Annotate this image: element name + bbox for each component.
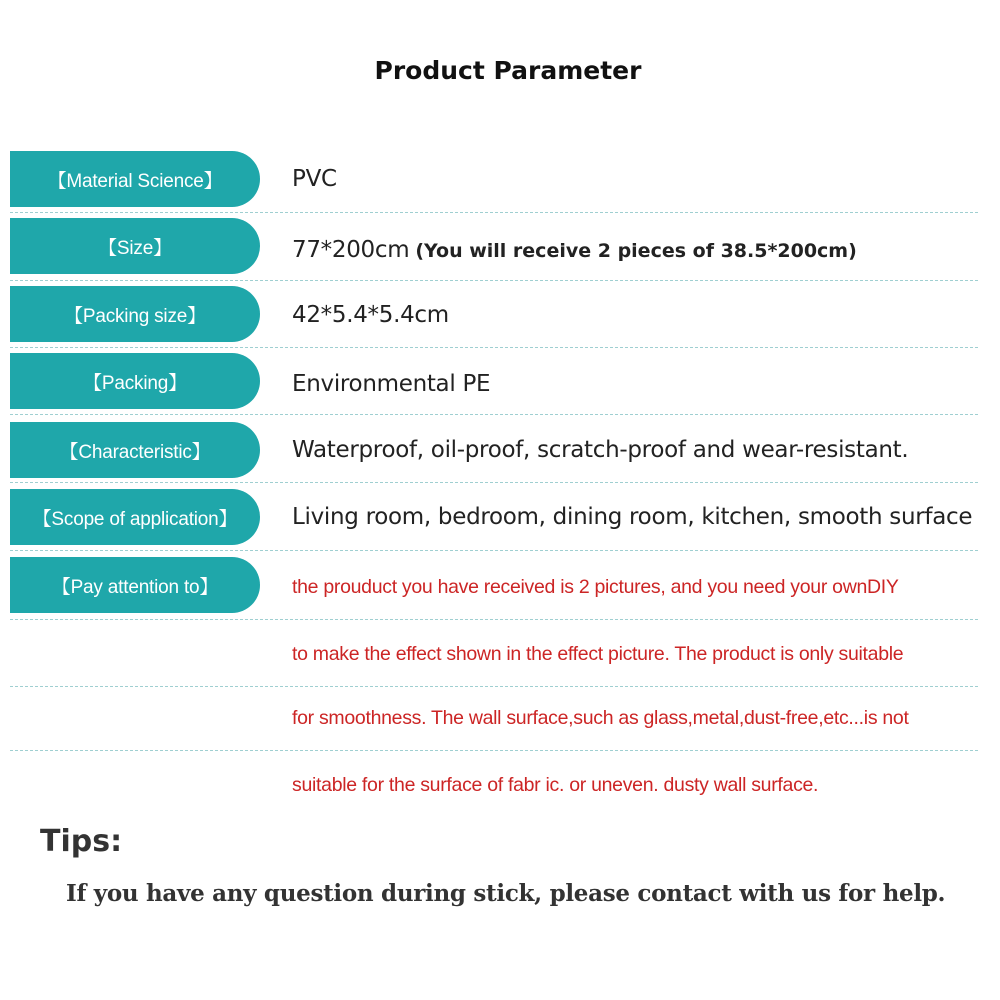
row-divider — [10, 619, 978, 620]
tips-heading: Tips: — [40, 824, 123, 859]
row-divider — [10, 347, 978, 348]
param-label-size: 【Size】 — [10, 218, 260, 274]
param-value-packing-size: 42*5.4*5.4cm — [292, 302, 449, 328]
row-divider — [10, 482, 978, 483]
size-value: 77*200cm — [292, 237, 410, 263]
row-divider — [10, 414, 978, 415]
attention-line: suitable for the surface of fabr ic. or uneven. dusty wall surface. — [292, 774, 819, 796]
param-value-characteristic: Waterproof, oil-proof, scratch-proof and wear-resistant. — [292, 437, 909, 463]
size-note: (You will receive 2 pieces of 38.5*200cm) — [415, 240, 857, 262]
attention-line: the prouduct you have received is 2 pictures, and you need your ownDIY — [292, 576, 899, 598]
row-divider — [10, 750, 978, 751]
row-divider — [10, 686, 978, 687]
param-value-packing: Environmental PE — [292, 371, 491, 397]
param-label-attention: 【Pay attention to】 — [10, 557, 260, 613]
row-divider — [10, 550, 978, 551]
param-value-material: PVC — [292, 166, 337, 192]
row-divider — [10, 280, 978, 281]
attention-line: for smoothness. The wall surface,such as glass,metal,dust-free,etc...is not — [292, 707, 909, 729]
row-divider — [10, 212, 978, 213]
param-value-size — [292, 237, 857, 263]
attention-line: to make the effect shown in the effect picture. The product is only suitable — [292, 643, 904, 665]
param-value-scope: Living room, bedroom, dining room, kitchen, smooth surface — [292, 504, 973, 530]
param-label-packing-size: 【Packing size】 — [10, 286, 260, 342]
param-label-material: 【Material Science】 — [10, 151, 260, 207]
param-label-characteristic: 【Characteristic】 — [10, 422, 260, 478]
param-label-packing: 【Packing】 — [10, 353, 260, 409]
param-label-scope: 【Scope of application】 — [10, 489, 260, 545]
tips-text: If you have any question during stick, please contact with us for help. — [66, 880, 946, 907]
page-title: Product Parameter — [374, 56, 642, 85]
